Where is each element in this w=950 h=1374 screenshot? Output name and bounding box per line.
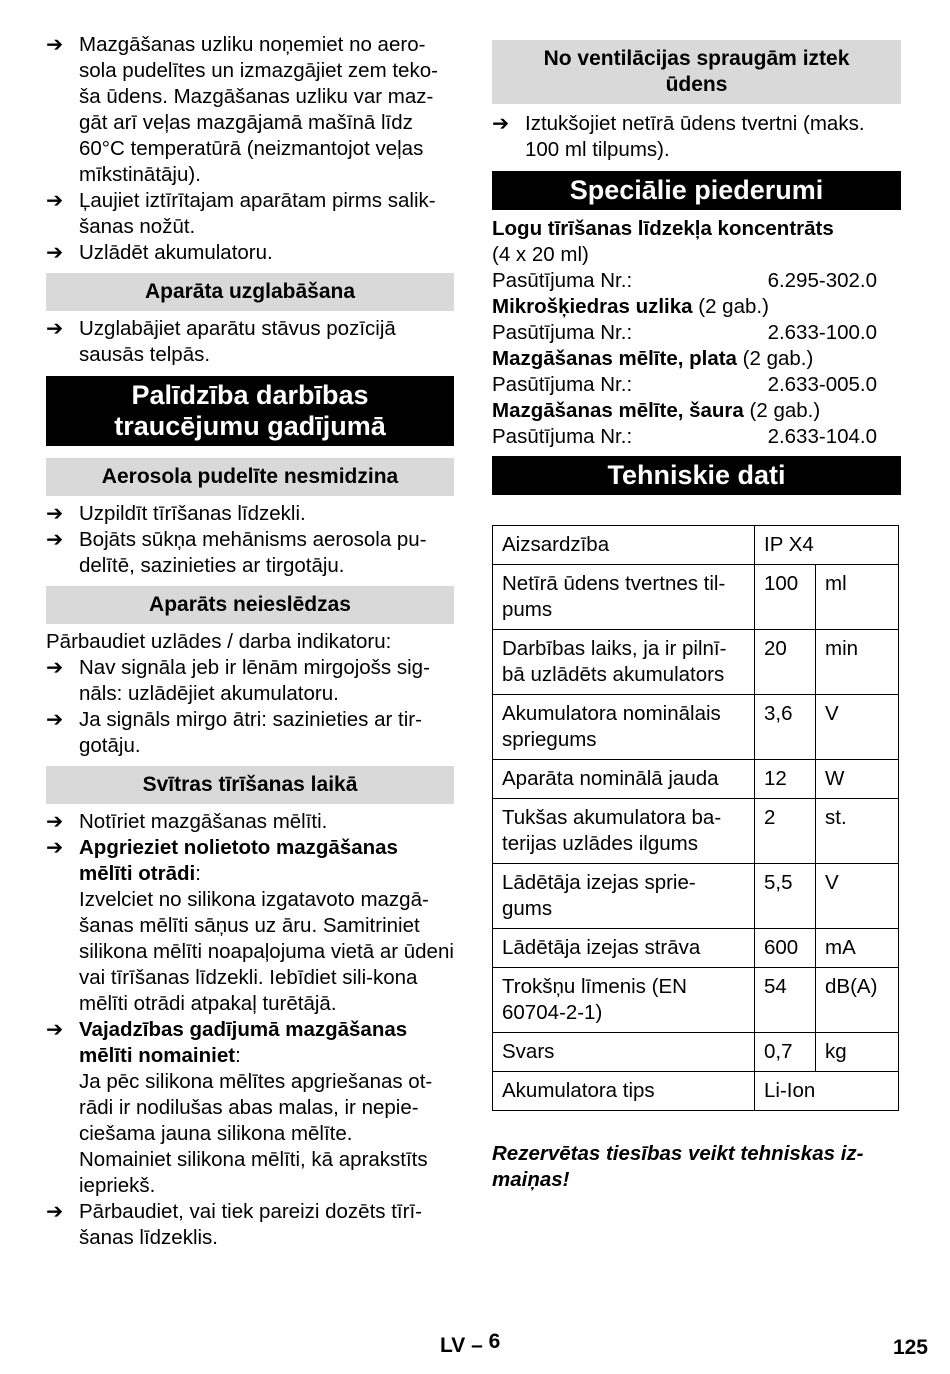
technical-data-heading: Tehniskie dati [492,456,901,495]
spec-unit: V [816,864,899,929]
page-footer-section: LV – 6 [440,1330,501,1357]
streaks-list [46,809,454,1251]
accessory-item: Mazgāšanas mēlīte, plata (2 gab.) Pasūtījuma Nr.: 2.633-005.0 [492,346,901,398]
technical-data-table [492,525,899,1111]
list-item: ➔ Ja signāls mirgo ātri: sazinieties ar tir-gotāju. [46,708,422,757]
vent-water-heading: No ventilācijas spraugām iztek ūdens [492,40,901,104]
accessory-item: Logu tīrīšanas līdzekļa koncentrāts (4 x 20 ml) Pasūtījuma Nr.: 6.295-302.0 [492,216,901,294]
left-column [46,32,454,1251]
spec-value: 20 [755,630,816,695]
spec-unit: V [816,695,899,760]
spec-value: 5,5 [755,864,816,929]
spec-value: 3,6 [755,695,816,760]
list-item: ➔ Nav signāla jeb ir lēnām mirgojošs sig-nāls: uzlādējiet akumulatoru. [46,656,430,705]
arrow-right-icon: ➔ [46,317,64,340]
page-number: 125 [892,1336,928,1359]
accessory-item: Mikrošķiedras uzlika (2 gab.) Pasūtījuma Nr.: 2.633-100.0 [492,294,901,346]
spec-unit: mA [816,929,899,968]
spec-label: Aizsardzība [493,526,755,565]
accessory-item: Mazgāšanas mēlīte, šaura (2 gab.) Pasūtījuma Nr.: 2.633-104.0 [492,398,901,450]
reserved-rights-note: Rezervētas tiesības veikt tehniskas iz-maiņas! [492,1142,864,1191]
table-row [493,1033,899,1072]
table-row [493,526,899,565]
order-number-row: Pasūtījuma Nr.: 6.295-302.0 [492,269,877,292]
spec-value: IP X4 [755,526,899,565]
spec-value: 100 [755,565,816,630]
spec-label: Akumulatora tips [493,1072,755,1111]
list-item: ➔ Vajadzības gadījumā mazgāšanas mēlīti nomainiet: Ja pēc silikona mēlītes apgriešanas ot-rādi ir nodilušas abas malas, ir nepie-ciešama jauna silikona mēlīte. Nomainiet silikona mēlīti, kā aprakstīts iepriekš. [46,1018,433,1197]
spec-unit: st. [816,799,899,864]
accessories-list [492,216,901,450]
spec-unit: kg [816,1033,899,1072]
spec-label: Darbības laiks, ja ir pilnī-bā uzlādēts akumulators [493,630,755,695]
order-number-row: Pasūtījuma Nr.: 2.633-005.0 [492,373,877,396]
list-item: ➔ Bojāts sūkņa mehānisms aerosola pu-delītē, sazinieties ar tirgotāju. [46,528,427,577]
spec-label: Lādētāja izejas sprie-gums [493,864,755,929]
list-item: ➔ Apgrieziet nolietoto mazgāšanas mēlīti otrādi: Izvelciet no silikona izgatavoto mazgā-šanas mēlīti sāņus uz āru. Samitriniet silikona mēlīti noapaļojuma vietā ar ūdeni vai tīrīšanas līdzekli. Iebīdiet sili-kona mēlīti otrādi atpakaļ turētājā. [46,836,454,1015]
spec-unit: dB(A) [816,968,899,1033]
order-number-row: Pasūtījuma Nr.: 2.633-104.0 [492,425,877,448]
table-row [493,864,899,929]
arrow-right-icon: ➔ [46,189,64,212]
table-row [493,630,899,695]
accessories-heading: Speciālie piederumi [492,171,901,210]
spec-unit: min [816,630,899,695]
aerosol-heading: Aerosola pudelīte nesmidzina [46,458,454,496]
spec-label: Svars [493,1033,755,1072]
spec-value: 2 [755,799,816,864]
arrow-right-icon: ➔ [46,33,64,56]
order-number-row: Pasūtījuma Nr.: 2.633-100.0 [492,321,877,344]
spec-value: Li-Ion [755,1072,899,1111]
aerosol-list [46,501,454,579]
cleaning-steps-list [46,32,454,266]
spec-label: Aparāta nominālā jauda [493,760,755,799]
spec-value: 12 [755,760,816,799]
storage-heading: Aparāta uzglabāšana [46,273,454,311]
list-item: ➔ Ļaujiet iztīrītajam aparātam pirms salik-šanas nožūt. [46,189,436,238]
arrow-right-icon: ➔ [46,810,64,833]
spec-unit: ml [816,565,899,630]
arrow-right-icon: ➔ [46,241,64,264]
table-row [493,929,899,968]
spec-label: Tukšas akumulatora ba-terijas uzlādes ilgums [493,799,755,864]
arrow-right-icon: ➔ [46,528,64,551]
list-item: ➔ Uzpildīt tīrīšanas līdzekli. [46,502,306,525]
power-on-intro: Pārbaudiet uzlādes / darba indikatoru: [46,630,392,653]
right-column [492,40,901,1193]
spec-label: Netīrā ūdens tvertnes til-pums [493,565,755,630]
spec-label: Trokšņu līmenis (EN 60704-2-1) [493,968,755,1033]
spec-label: Lādētāja izejas strāva [493,929,755,968]
arrow-right-icon: ➔ [492,112,510,135]
table-row [493,695,899,760]
list-item: ➔ Uzlādēt akumulatoru. [46,241,273,264]
list-item: ➔ Iztukšojiet netīrā ūdens tvertni (maks. 100 ml tilpums). [492,112,865,161]
table-row [493,799,899,864]
arrow-right-icon: ➔ [46,836,64,859]
spec-label: Akumulatora nominālais spriegums [493,695,755,760]
table-row [493,565,899,630]
arrow-right-icon: ➔ [46,502,64,525]
troubleshooting-heading: Palīdzība darbības traucējumu gadījumā [46,376,454,446]
list-item: ➔ Pārbaudiet, vai tiek pareizi dozēts tīrī-šanas līdzeklis. [46,1200,422,1249]
list-item: ➔ Notīriet mazgāšanas mēlīti. [46,810,328,833]
power-on-list [46,655,454,759]
table-row [493,968,899,1033]
spec-value: 54 [755,968,816,1033]
arrow-right-icon: ➔ [46,1018,64,1041]
arrow-right-icon: ➔ [46,656,64,679]
list-item: ➔ Mazgāšanas uzliku noņemiet no aero-sola pudelītes un izmazgājiet zem teko-ša ūdens. Mazgāšanas uzliku var maz-gāt arī veļas mazgājamā mašīnā līdz 60°C temperatūrā (neizmantojot veļas mīkstinātāju). [46,33,438,186]
table-row [493,760,899,799]
power-on-heading: Aparāts neieslēdzas [46,586,454,624]
arrow-right-icon: ➔ [46,708,64,731]
table-row [493,1072,899,1111]
spec-value: 0,7 [755,1033,816,1072]
spec-value: 600 [755,929,816,968]
arrow-right-icon: ➔ [46,1200,64,1223]
spec-unit: W [816,760,899,799]
streaks-heading: Svītras tīrīšanas laikā [46,766,454,804]
list-item: ➔ Uzglabājiet aparātu stāvus pozīcijā sausās telpās. [46,317,396,366]
